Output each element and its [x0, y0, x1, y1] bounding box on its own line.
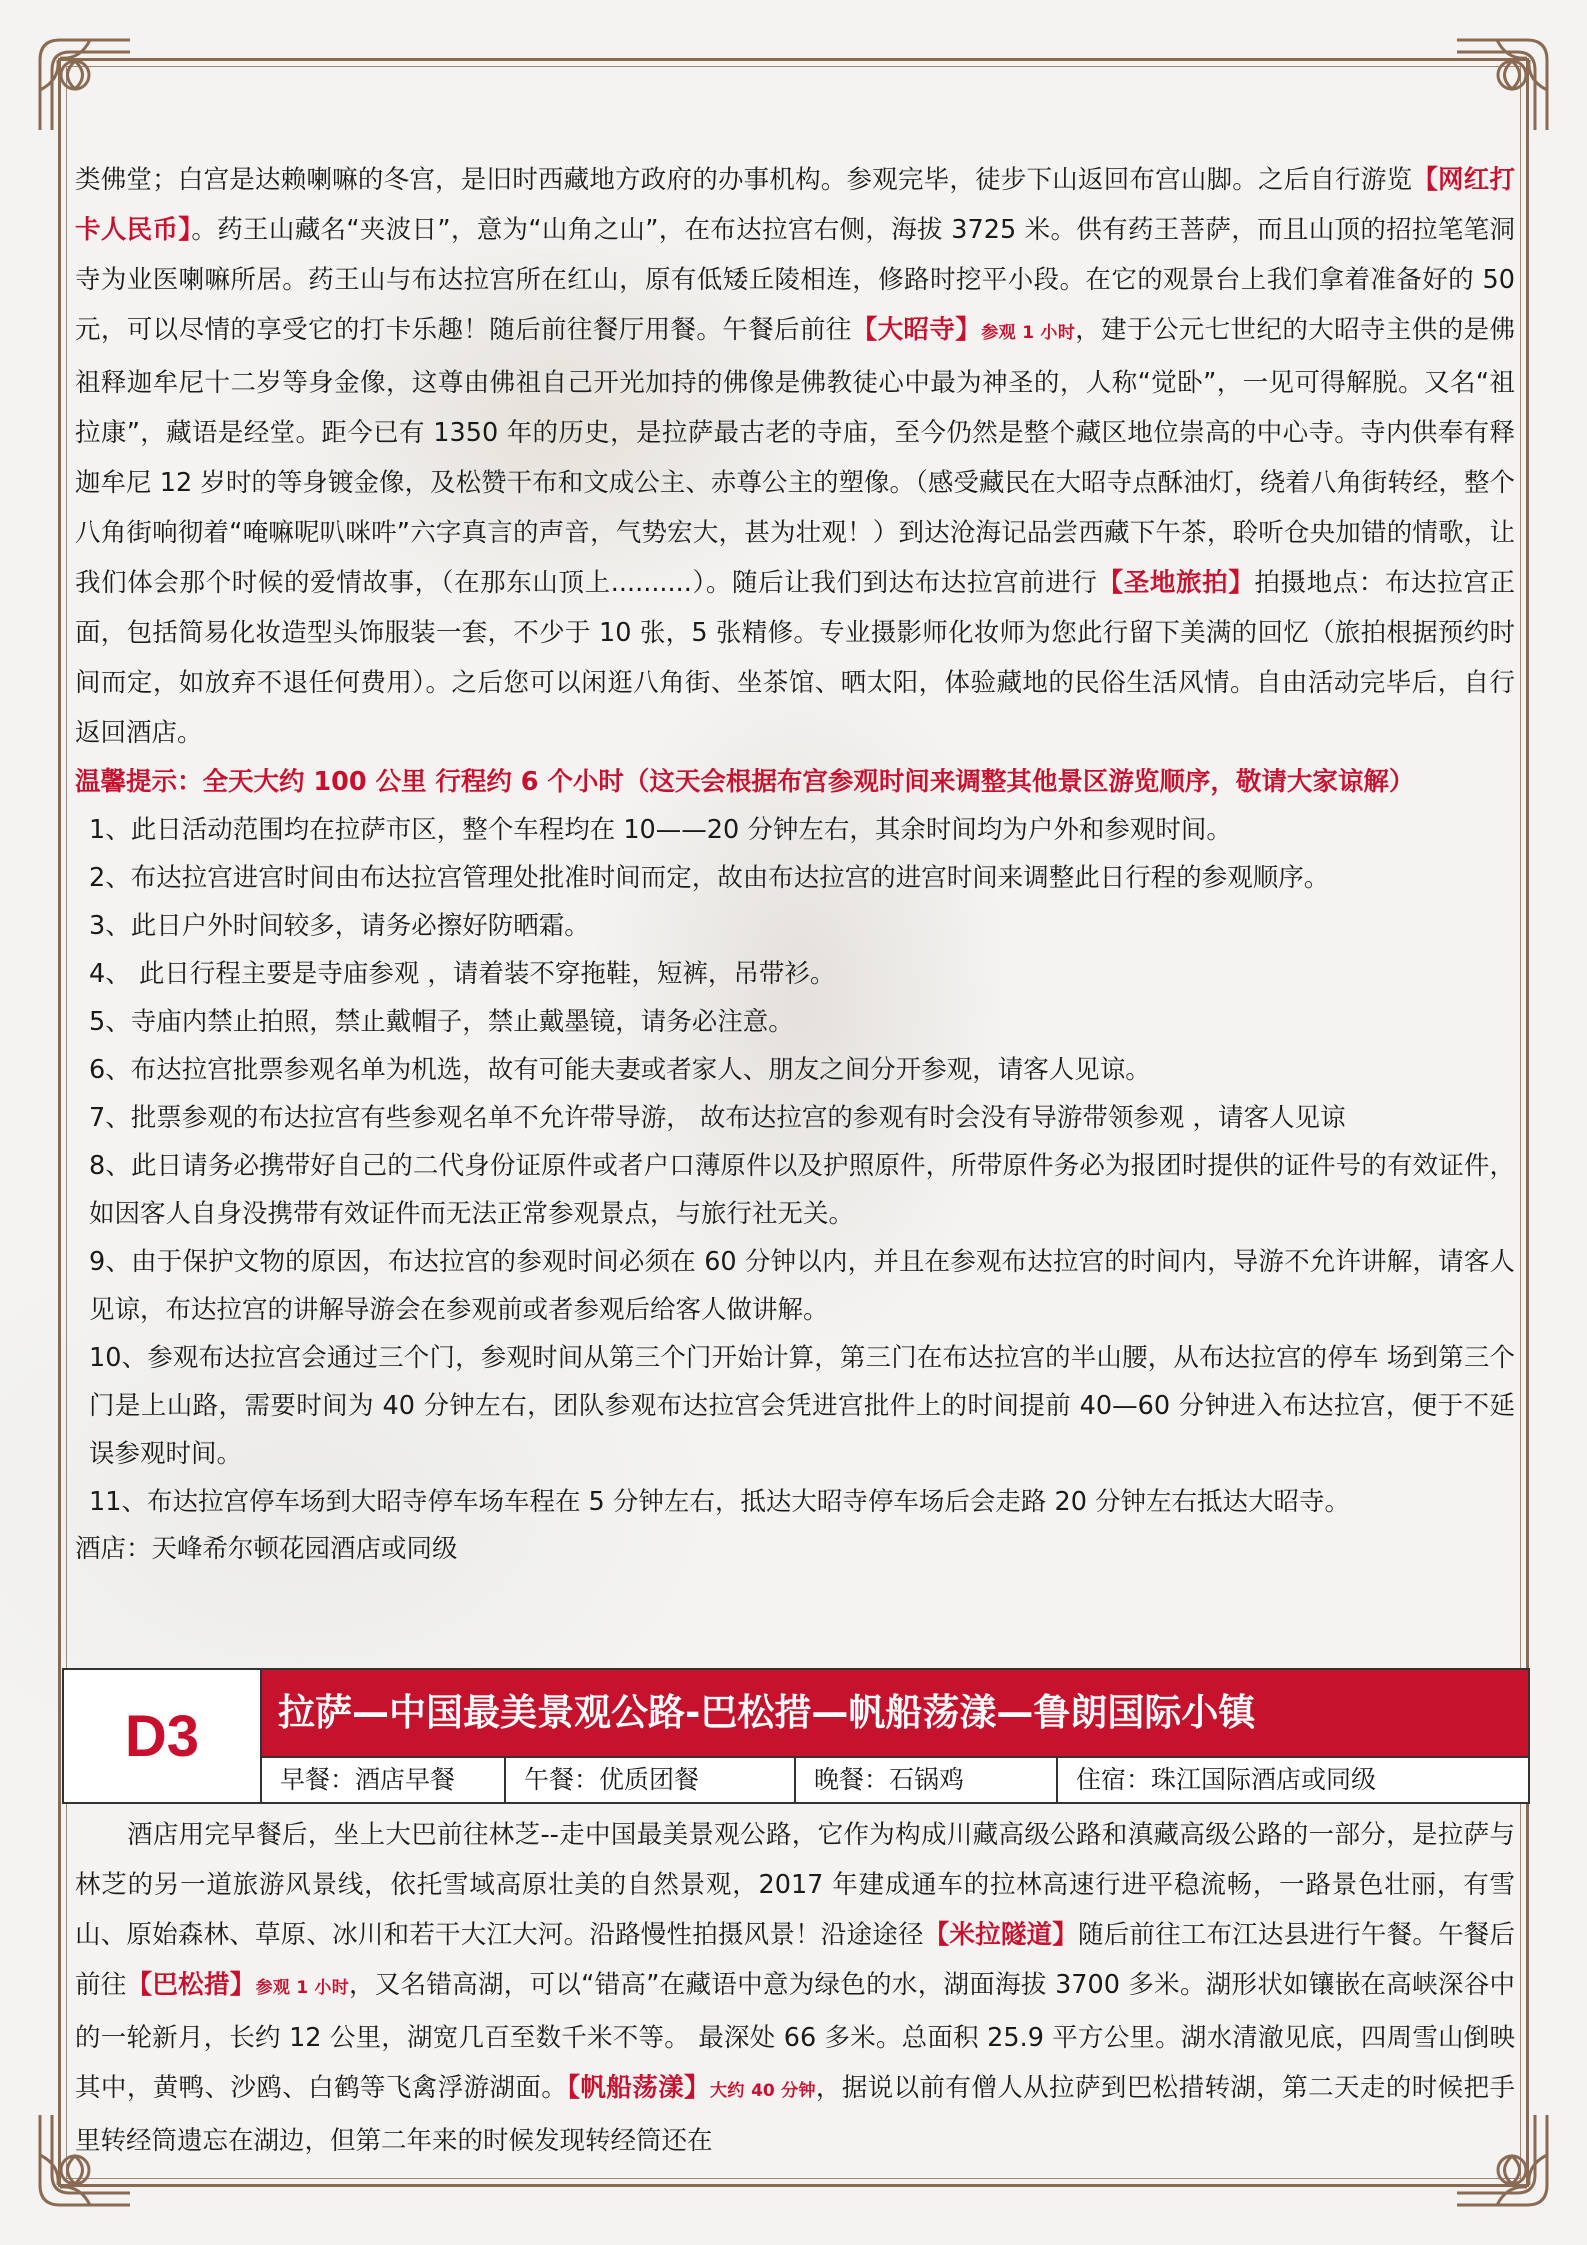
intro-paragraph	[75, 155, 1515, 758]
paragraph-text: 类佛堂；白宫是达赖喇嘛的冬宫，是旧时西藏地方政府的办事机构。参观完毕，徒步下山返回布宫山脚。之后自行游览	[75, 165, 1413, 195]
day-header	[62, 1668, 1530, 1804]
jokhang-duration: 参观 1 小时	[981, 323, 1076, 343]
meal-row	[262, 1756, 1528, 1802]
meal-lunch: 午餐：优质团餐	[506, 1758, 796, 1802]
tip-item: 6、布达拉宫批票参观名单为机选，故有可能夫妻或者家人、朋友之间分开参观，请客人见谅。	[89, 1055, 1151, 1085]
hotel-line: 酒店：天峰希尔顿花园酒店或同级	[75, 1534, 458, 1564]
meal-breakfast: 早餐：酒店早餐	[262, 1758, 506, 1802]
meal-dinner: 晚餐：石锅鸡	[796, 1758, 1058, 1802]
paragraph-text: 随后前往工布江达县进行午餐。午餐后前往	[75, 1920, 1515, 2000]
corner-ornament-icon	[30, 30, 140, 140]
tip-item: 4、 此日行程主要是寺庙参观 ，请着装不穿拖鞋，短裤，吊带衫。	[89, 959, 836, 989]
tip-item: 1、此日活动范围均在拉萨市区，整个车程均在 10——20 分钟左右，其余时间均为户外和参观时间。	[89, 815, 1232, 845]
tips-heading: 温馨提示：全天大约 100 公里 行程约 6 个小时（这天会根据布宫参观时间来调整其他景区游览顺序，敬请大家谅解）	[75, 767, 1415, 797]
highlight-mila-tunnel: 【米拉隧道】	[923, 1920, 1078, 1950]
day-title: 拉萨—中国最美景观公路-巴松措—帆船荡漾—鲁朗国际小镇	[262, 1670, 1528, 1756]
paragraph-text: 酒店用完早餐后，坐上大巴前往林芝--走中国最美景观公路，它作为构成川藏高级公路和滇藏高级公路的一部分，是拉萨与林芝的另一道旅游风景线，依托雪域高原壮美的自然景观，2017 年建成通车的拉林高速行进平稳流畅，一路景色壮丽，有雪山、原始森林、草原、冰川和若干大江大河。沿路慢性拍摄风景！沿途途径	[75, 1820, 1515, 1950]
paragraph-text: 。药王山藏名“夹波日”，意为“山角之山”，在布达拉宫右侧，海拔 3725 米。供有药王菩萨，而且山顶的招拉笔笔洞寺为业医喇嘛所居。药王山与布达拉宫所在红山，原有低矮丘陵相连，修路时挖平小段。在它的观景台上我们拿着准备好的 50 元，可以尽情的享受它的打卡乐趣！随后前往餐厅用餐。午餐后前往	[75, 215, 1515, 345]
day-number: D3	[124, 1703, 200, 1769]
tip-item: 8、此日请务必携带好自己的二代身份证原件或者户口薄原件以及护照原件，所带原件务必为报团时提供的证件号的有效证件，如因客人自身没携带有效证件而无法正常参观景点，与旅行社无关。	[89, 1151, 1515, 1229]
highlight-travel-photo: 【圣地旅拍】	[1097, 568, 1255, 598]
highlight-jokhang: 【大昭寺】	[851, 315, 982, 345]
day-content	[75, 1810, 1515, 2166]
tip-item: 11、布达拉宫停车场到大昭寺停车场车程在 5 分钟左右，抵达大昭寺停车场后会走路 20 分钟左右抵达大昭寺。	[89, 1487, 1351, 1517]
accommodation: 住宿：珠江国际酒店或同级	[1076, 1765, 1377, 1794]
highlight-sailing: 【帆船荡漾】	[567, 2073, 710, 2103]
itinerary-content	[75, 155, 1515, 1572]
tip-item: 5、寺庙内禁止拍照，禁止戴帽子，禁止戴墨镜，请务必注意。	[89, 1007, 794, 1037]
highlight-renminbi: 【网红打卡人民币】	[75, 165, 1515, 245]
highlight-basongcuo: 【巴松措】	[126, 1970, 256, 2000]
tip-item: 3、此日户外时间较多，请务必擦好防晒霜。	[89, 911, 590, 941]
day-paragraph	[75, 1810, 1515, 2166]
basongcuo-duration: 参观 1 小时	[255, 1978, 350, 1998]
paragraph-text: 拍摄地点：布达拉宫正面，包括简易化妆造型头饰服装一套，不少于 10 张，5 张精修。专业摄影师化妆师为您此行留下美满的回忆（旅拍根据预约时间而定，如放弃不退任何费用）。之后您可以闲逛八角街、坐茶馆、晒太阳，体验藏地的民俗生活风情。自由活动完毕后，自行返回酒店。	[75, 568, 1515, 748]
tips-list	[75, 806, 1515, 1526]
day-badge	[64, 1670, 262, 1802]
sailing-duration: 大约 40 分钟	[709, 2081, 816, 2101]
tip-item: 9、由于保护文物的原因，布达拉宫的参观时间必须在 60 分钟以内，并且在参观布达拉宫的时间内，导游不允许讲解，请客人见谅，布达拉宫的讲解导游会在参观前或者参观后给客人做讲解。	[89, 1247, 1515, 1325]
tip-item: 2、布达拉宫进宫时间由布达拉宫管理处批准时间而定，故由布达拉宫的进宫时间来调整此日行程的参观顺序。	[89, 863, 1330, 893]
corner-ornament-icon	[1447, 30, 1557, 140]
paragraph-text: ，据说以前有僧人从拉萨到巴松措转湖，第二天走的时候把手里转经筒遗忘在湖边，但第二年来的时候发现转经筒还在	[75, 2073, 1515, 2156]
tip-item: 10、参观布达拉宫会通过三个门，参观时间从第三个门开始计算，第三门在布达拉宫的半山腰，从布达拉宫的停车 场到第三个门是上山路，需要时间为 40 分钟左右，团队参观布达拉宫会凭进宫批件上的时间提前 40—60 分钟进入布达拉宫，便于不延误参观时间。	[89, 1343, 1515, 1469]
paragraph-text: ，又名错高湖，可以“错高”在藏语中意为绿色的水，湖面海拔 3700 多米。湖形状如镶嵌在高峡深谷中的一轮新月，长约 12 公里，湖宽几百至数千米不等。 最深处 66 多米。总面积 25.9 平方公里。湖水清澈见底，四周雪山倒映其中，黄鸭、沙鸥、白鹤等飞禽浮游湖面。	[75, 1970, 1515, 2103]
paragraph-text: ，建于公元七世纪的大昭寺主供的是佛祖释迦牟尼十二岁等身金像，这尊由佛祖自己开光加持的佛像是佛教徒心中最为神圣的，人称“觉卧”，一见可得解脱。又名“祖拉康”，藏语是经堂。距今已有 1350 年的历史，是拉萨最古老的寺庙，至今仍然是整个藏区地位崇高的中心寺。寺内供奉有释迦牟尼 12 岁时的等身镀金像，及松赞干布和文成公主、赤尊公主的塑像。（感受藏民在大昭寺点酥油灯，绕着八角街转经，整个八角街响彻着“唵嘛呢叭咪吽”六字真言的声音，气势宏大，甚为壮观！）到达沧海记品尝西藏下午茶，聆听仓央加错的情歌，让我们体会那个时候的爱情故事，（在那东山顶上..........）。随后让我们到达布达拉宫前进行	[75, 315, 1515, 598]
tip-item: 7、批票参观的布达拉宫有些参观名单不允许带导游， 故布达拉宫的参观有时会没有导游带领参观 ，请客人见谅	[89, 1103, 1346, 1133]
